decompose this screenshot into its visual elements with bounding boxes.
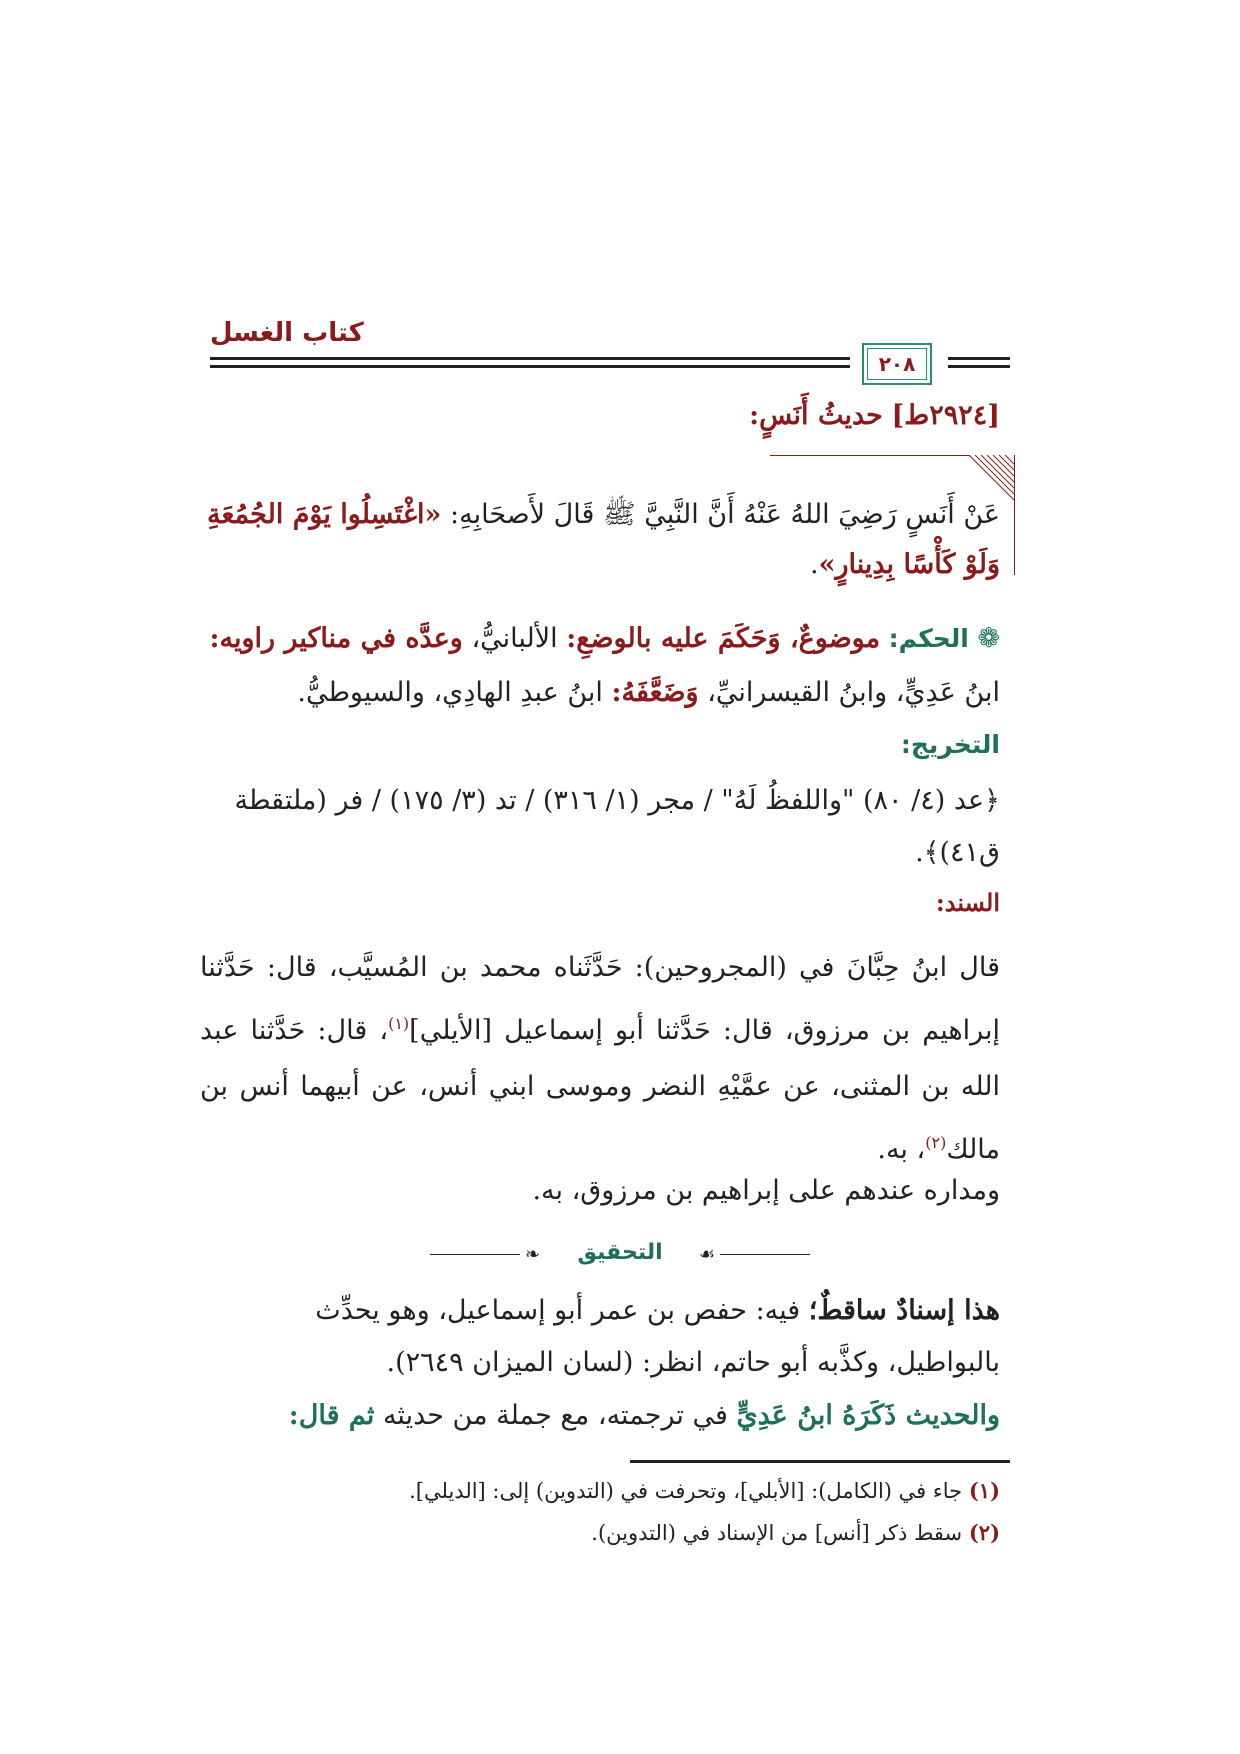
flower-icon: ❁	[977, 623, 1000, 654]
sanad-part-3: ، به.	[877, 1134, 926, 1165]
takhrij-title-wrap	[200, 730, 1000, 770]
hukm-daaafahu: وَضَعَّفَهُ:	[611, 677, 699, 708]
hukm-paragraph	[200, 612, 1000, 720]
hadith-title: حديثُ أَنَسٍ:	[749, 400, 883, 431]
takhrij-title: التخريج:	[900, 730, 1000, 759]
divider-ornament-icon: ❧	[525, 1244, 541, 1265]
matn-intro: عَنْ أَنَسٍ رَضِيَ اللهُ عَنْهُ أَنَّ النَّبِيَّ ﷺ قَالَ لأَصحَابِهِ:	[450, 499, 1000, 530]
matn-end: .	[809, 549, 819, 580]
tahqiq-divider	[430, 1240, 810, 1270]
page-number-frame	[862, 343, 932, 385]
tahqiq-p2-c: ثم قال:	[288, 1400, 375, 1431]
footnote-2-num: (٢)	[968, 1520, 1000, 1545]
footnote-1-num: (١)	[968, 1478, 1000, 1503]
takhrij-text: ﴿عد (٤/ ٨٠) "واللفظُ لَهُ" / مجر (١/ ٣١٦) / تد (٣/ ١٧٥) / فر (ملتقطة ق٤١)﴾.	[234, 785, 1000, 868]
footnote-rule	[630, 1460, 1010, 1463]
hukm-verdict: موضوعٌ، وَحَكَمَ عليه بالوضعِ:	[566, 623, 881, 654]
hadith-matn	[200, 490, 1000, 590]
footnote-2	[200, 1520, 1000, 1556]
sanad-title: السند:	[935, 888, 1000, 917]
sanad-text	[200, 940, 1000, 1170]
hukm-label: الحكم:	[888, 624, 969, 653]
footnote-ref-2[interactable]: (٢)	[925, 1133, 947, 1152]
tahqiq-paragraph-1	[200, 1285, 1000, 1389]
footnote-ref-1[interactable]: (١)	[388, 1014, 410, 1033]
tahqiq-text-1: فيه: حفص بن عمر أبو إسماعيل، وهو يحدِّث بالبواطيل، وكذَّبه أبو حاتم، انظر: (لسان الميزان ٢٦٤٩).	[315, 1295, 1000, 1378]
hukm-albani: الألبانيُّ،	[471, 623, 558, 654]
tahqiq-p2-a: والحديث ذَكَرَهُ ابنُ عَدِيٍّ	[736, 1400, 1000, 1431]
hukm-ibn-adi: ابنُ عَدِيٍّ، وابنُ القيسرانيِّ،	[707, 677, 1000, 708]
hukm-ibn-abdulhadi: ابنُ عبدِ الهادِي، والسيوطيُّ.	[297, 677, 603, 708]
footnote-1	[200, 1478, 1000, 1514]
sanad-part-2: ، قال: حَدَّثنا عبد الله بن المثنى، عن عمَّيْهِ النضر وموسى ابني أنس، عن أبيهما أنس بن مالك	[200, 1015, 1000, 1165]
book-title: كتاب الغسل	[210, 318, 364, 348]
madar-text: ومداره عندهم على إبراهيم بن مرزوق، به.	[532, 1175, 1000, 1206]
hadith-id: [٢٩٢٤ط]	[891, 400, 1000, 431]
page-number: ٢٠٨	[878, 352, 916, 376]
footnote-2-text: سقط ذكر [أنس] من الإسناد في (التدوين).	[591, 1521, 963, 1545]
footnote-1-text: جاء في (الكامل): [الأبلي]، وتحرفت في (التدوين) إلى: [الديلي].	[409, 1479, 963, 1503]
tahqiq-p2-b: في ترجمته، مع جملة من حديثه	[374, 1400, 737, 1431]
sanad-part-1: قال ابنُ حِبَّانَ في (المجروحين): حَدَّثَناه محمد بن المُسيَّب، قال: حَدَّثنا إبراهيم بن مرزوق، قال: حَدَّثنا أبو إسماعيل [الأيلي]	[200, 952, 1000, 1046]
hadith-heading	[200, 400, 1000, 446]
matn-quote: «اغْتَسِلُوا يَوْمَ الجُمُعَةِ وَلَوْ كَأْسًا بِدِينارٍ»	[207, 499, 1000, 580]
tahqiq-label: التحقيق	[577, 1240, 663, 1265]
tahqiq-paragraph-2	[200, 1400, 1000, 1450]
divider-ornament-icon: ☙	[698, 1244, 715, 1265]
tahqiq-lead: هذا إسنادٌ ساقطٌ؛	[808, 1295, 1000, 1326]
hukm-manakir: وعدَّه في مناكير راويه:	[209, 623, 463, 654]
